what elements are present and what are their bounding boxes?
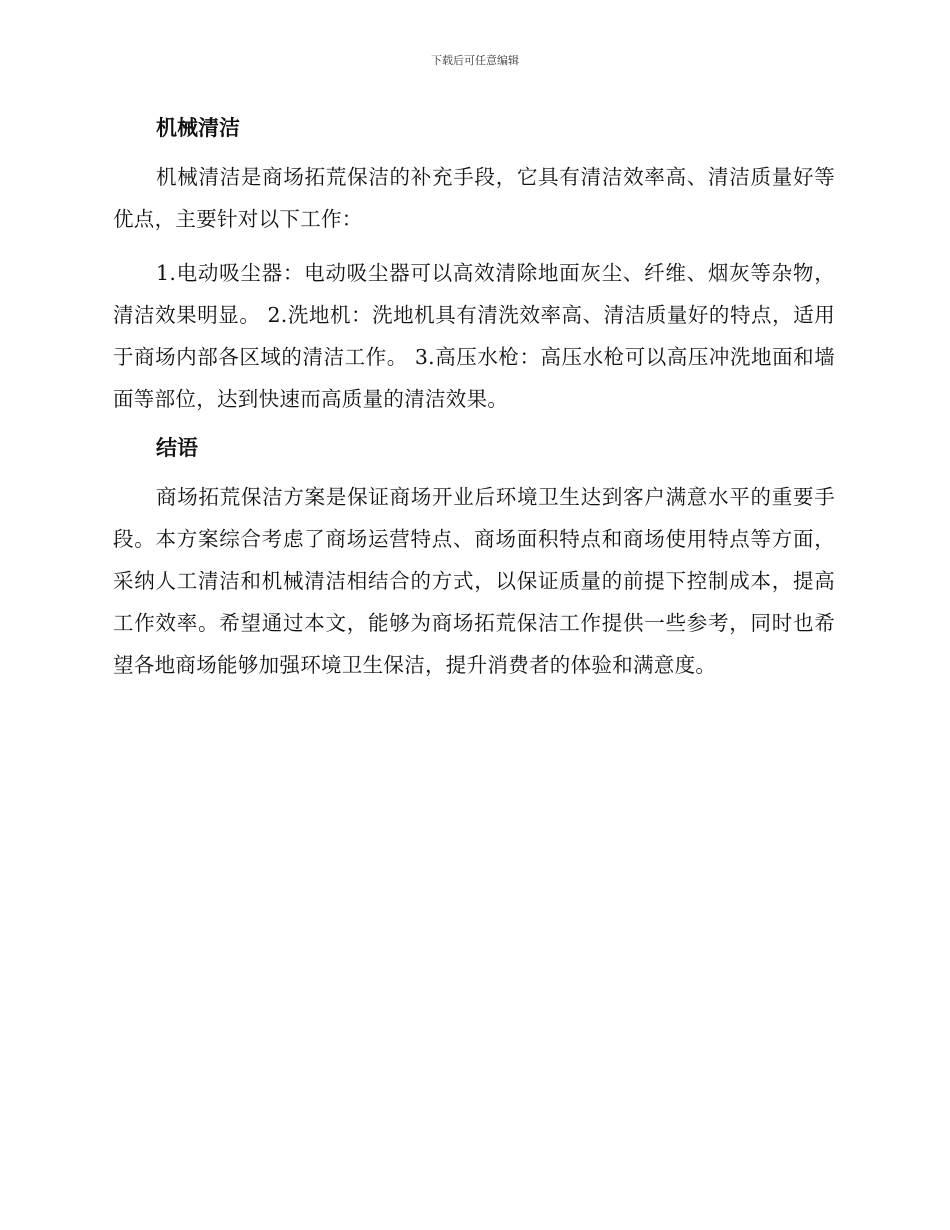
- document-body: [113, 108, 835, 686]
- spacer: [113, 468, 835, 476]
- paragraph-equipment-list: 1.电动吸尘器：电动吸尘器可以高效清除地面灰尘、纤维、烟灰等杂物，清洁效果明显。 2.洗地机：洗地机具有清洗效率高、清洁质量好的特点，适用于商场内部各区域的清洁工作。 3.高压水枪：高压水枪可以高压冲洗地面和墙面等部位，达到快速而高质量的清洁效果。: [113, 261, 835, 411]
- section-heading-conclusion: 结语: [156, 436, 198, 460]
- spacer: [113, 420, 835, 428]
- paragraph-conclusion: 商场拓荒保洁方案是保证商场开业后环境卫生达到客户满意水平的重要手段。本方案综合考虑了商场运营特点、商场面积特点和商场使用特点等方面，采纳人工清洁和机械清洁相结合的方式，以保证质量的前提下控制成本，提高工作效率。希望通过本文，能够为商场拓荒保洁工作提供一些参考，同时也希望各地商场能够加强环境卫生保洁，提升消费者的体验和满意度。: [113, 485, 835, 677]
- section-heading-mechanical-cleaning: 机械清洁: [156, 116, 240, 140]
- page-header: 下载后可任意编辑: [431, 54, 519, 67]
- spacer: [113, 240, 835, 252]
- spacer: [113, 148, 835, 156]
- paragraph-mechanical-intro: 机械清洁是商场拓荒保洁的补充手段，它具有清洁效率高、清洁质量好等优点，主要针对以下工作：: [113, 165, 835, 231]
